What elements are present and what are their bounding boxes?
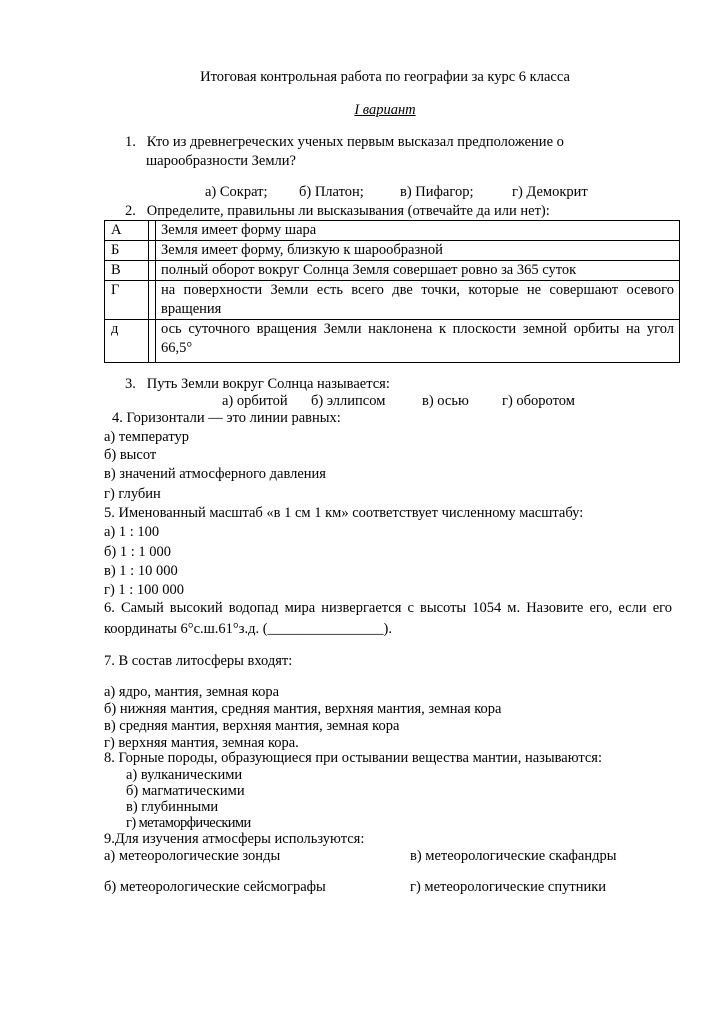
q9-option-a: а) метеорологические зонды — [104, 848, 281, 864]
answer-cell — [149, 320, 156, 363]
table-row — [105, 261, 680, 281]
q4-text: 4. Горизонтали — это линии равных: — [112, 410, 341, 426]
q3-option-b: б) эллипсом — [311, 393, 386, 409]
q4-option-b: б) высот — [104, 447, 157, 463]
statements-table — [104, 220, 680, 363]
q3-option-d: г) оборотом — [502, 393, 575, 409]
q5-option-b: б) 1 : 1 000 — [104, 544, 171, 560]
q8-option-d: г) метаморфическими — [126, 815, 251, 831]
q1-option-a: а) Сократ; — [205, 184, 268, 200]
table-row — [105, 241, 680, 261]
answer-cell — [149, 241, 156, 261]
table-row — [105, 221, 680, 241]
q1-option-c: в) Пифагор; — [400, 184, 474, 200]
q1-line2: шарообразности Земли? — [146, 153, 296, 169]
q4-option-c: в) значений атмосферного давления — [104, 466, 326, 482]
q8-text: 8. Горные породы, образующиеся при остывании вещества мантии, называются: — [104, 750, 602, 766]
q4-option-a: а) температур — [104, 429, 189, 445]
row-letter: А — [105, 221, 149, 241]
page-title: Итоговая контрольная работа по географии за курс 6 класса — [200, 69, 570, 85]
q5-text: 5. Именованный масштаб «в 1 см 1 км» соответствует численному масштабу: — [104, 505, 584, 521]
q2-text: 2. Определите, правильны ли высказывания (отвечайте да или нет): — [125, 203, 550, 219]
q1-line1: 1. Кто из древнегреческих ученых первым высказал предположение о — [125, 134, 564, 150]
variant-label: I вариант — [354, 102, 416, 118]
answer-cell — [149, 281, 156, 320]
q8-option-c: в) глубинными — [126, 799, 219, 815]
row-statement: полный оборот вокруг Солнца Земля совершает ровно за 365 суток — [156, 261, 680, 281]
row-statement: Земля имеет форму шара — [156, 221, 680, 241]
row-letter: д — [105, 320, 149, 363]
q9-option-d: г) метеорологические спутники — [410, 879, 607, 895]
q7-option-c: в) средняя мантия, верхняя мантия, земная кора — [104, 718, 400, 734]
q3-option-a: а) орбитой — [222, 393, 288, 409]
q9-option-b: б) метеорологические сейсмографы — [104, 879, 326, 895]
answer-cell — [149, 261, 156, 281]
row-letter: Б — [105, 241, 149, 261]
q6-text: 6. Самый высокий водопад мира низвергается с высоты 1054 м. Назовите его, если его координаты 6°с.ш.61°з.д. (________________). — [104, 600, 672, 637]
q7-option-a: а) ядро, мантия, земная кора — [104, 684, 280, 700]
q3-option-c: в) осью — [422, 393, 469, 409]
q1-option-b: б) Платон; — [299, 184, 364, 200]
table-row — [105, 281, 680, 320]
row-letter: Г — [105, 281, 149, 320]
table-row — [105, 320, 680, 363]
q5-option-d: г) 1 : 100 000 — [104, 582, 185, 598]
q8-option-a: а) вулканическими — [126, 767, 243, 783]
q7-option-b: б) нижняя мантия, средняя мантия, верхняя мантия, земная кора — [104, 701, 502, 717]
row-statement: Земля имеет форму, близкую к шарообразной — [156, 241, 680, 261]
q9-option-c: в) метеорологические скафандры — [410, 848, 617, 864]
answer-cell — [149, 221, 156, 241]
q7-option-d: г) верхняя мантия, земная кора. — [104, 735, 299, 751]
row-letter: В — [105, 261, 149, 281]
q9-text: 9.Для изучения атмосферы используются: — [104, 831, 365, 847]
q8-option-b: б) магматическими — [126, 783, 245, 799]
q5-option-a: а) 1 : 100 — [104, 524, 160, 540]
row-statement: на поверхности Земли есть всего две точки, которые не совершают осевого вращения — [156, 281, 680, 320]
q3-text: 3. Путь Земли вокруг Солнца называется: — [125, 376, 390, 392]
q7-text: 7. В состав литосферы входят: — [104, 653, 293, 669]
q5-option-c: в) 1 : 10 000 — [104, 563, 178, 579]
row-statement: ось суточного вращения Земли наклонена к плоскости земной орбиты на угол 66,5° — [156, 320, 680, 363]
q1-option-d: г) Демокрит — [512, 184, 588, 200]
q4-option-d: г) глубин — [104, 486, 161, 502]
